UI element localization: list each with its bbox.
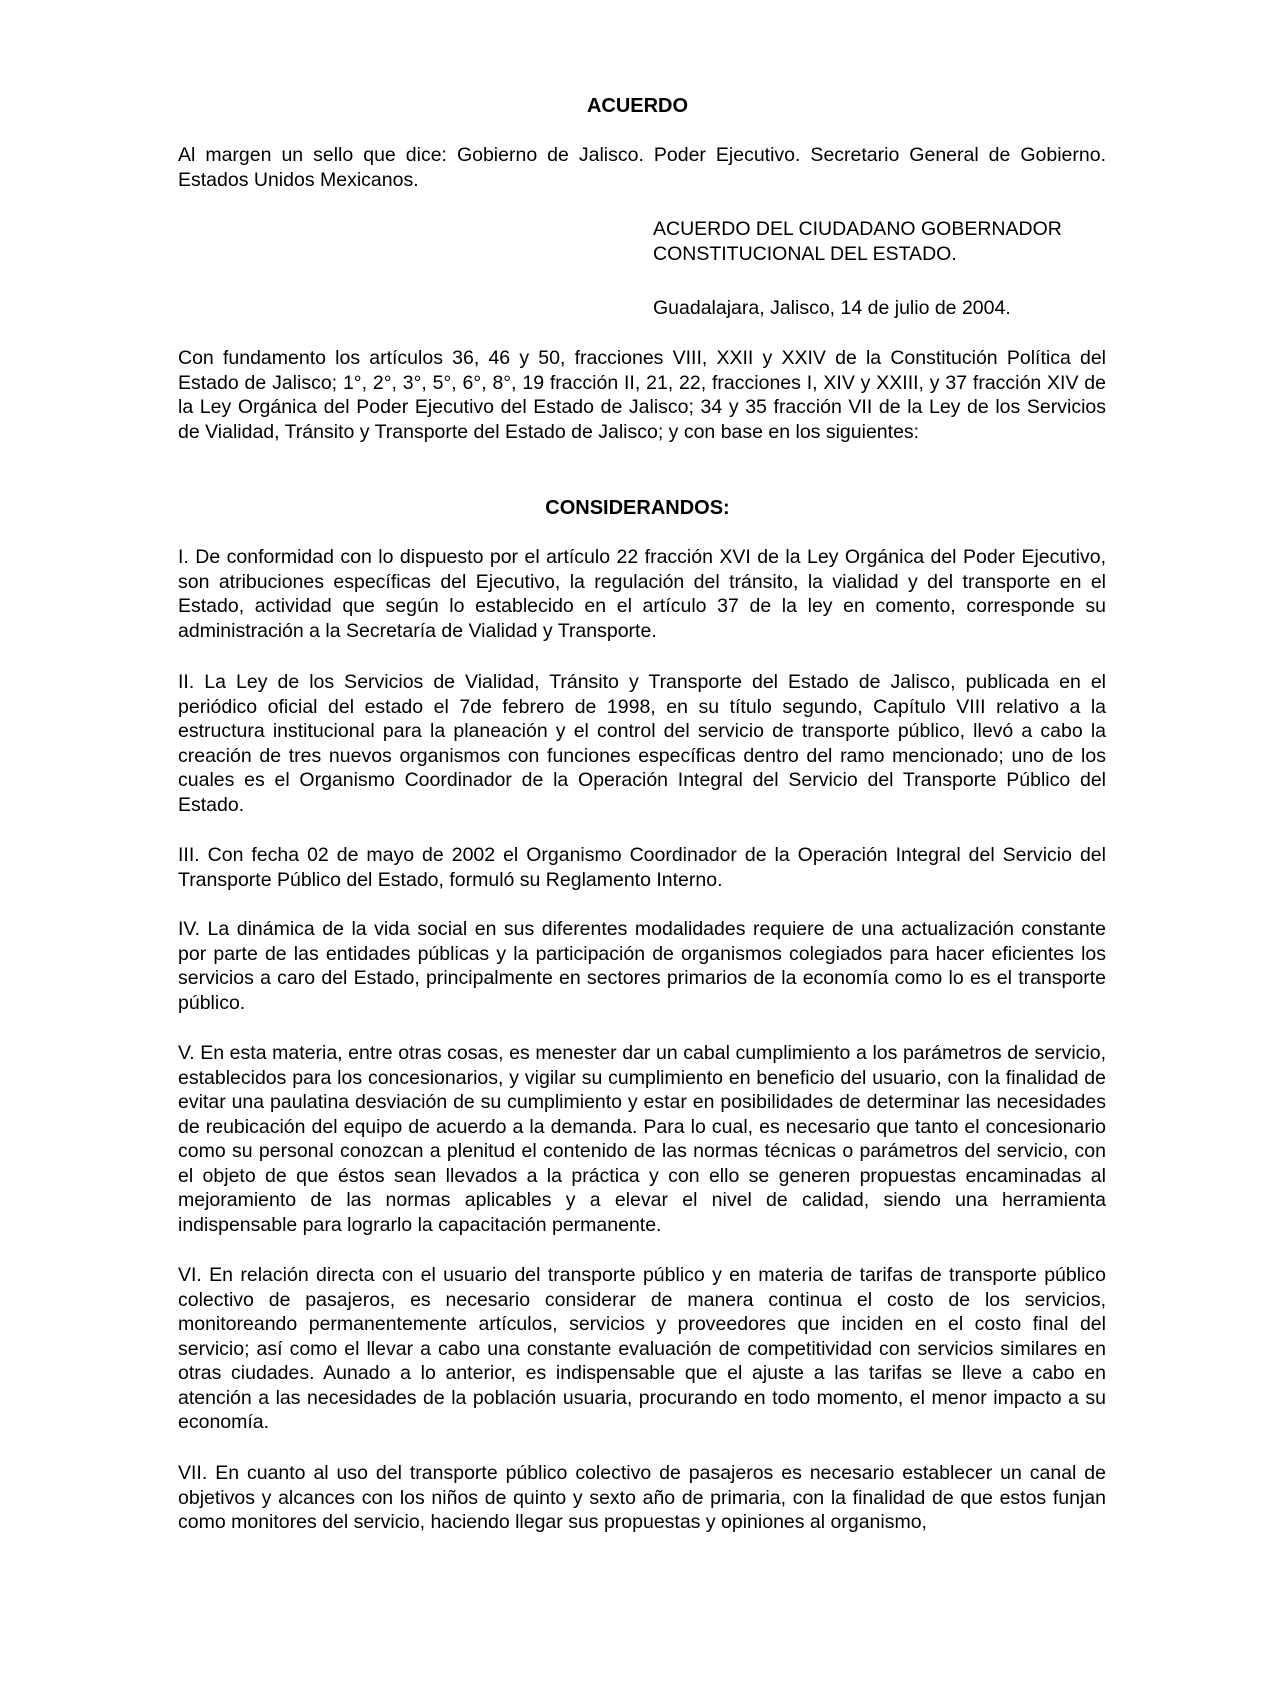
document-title: ACUERDO <box>586 95 689 117</box>
considerando-7: VII. En cuanto al uso del transporte público colectivo de pasajeros es necesario establecer un canal de objetivos y alcances con los niños de quinto y sexto año de primaria, con la finalidad de que estos funjan como monitores del servicio, haciendo llegar sus propuestas y opiniones al organismo, <box>178 1462 1106 1533</box>
considerando-2: II. La Ley de los Servicios de Vialidad, Tránsito y Transporte del Estado de Jalisco, publicada en el periódico oficial del estado el 7de febrero de 1998, en su título segundo, Capítulo VIII relativo a la estructura institucional para la planeación y el control del servicio de transporte público, llevó a cabo la creación de tres nuevos organismos con funciones específicas dentro del ramo mencionado; uno de los cuales es el Organismo Coordinador de la Operación Integral del Servicio del Transporte Público del Estado. <box>178 671 1106 816</box>
considerando-1: I. De conformidad con lo dispuesto por el artículo 22 fracción XVI de la Ley Orgánica del Poder Ejecutivo, son atribuciones específicas del Ejecutivo, la regulación del tránsito, la vialidad y del transporte en el Estado, actividad que según lo establecido en el artículo 37 de la ley en comento, corresponde su administración a la Secretaría de Vialidad y Transporte. <box>178 546 1106 642</box>
agreement-heading-line2: CONSTITUCIONAL DEL ESTADO. <box>653 242 957 265</box>
considerando-4: IV. La dinámica de la vida social en sus diferentes modalidades requiere de una actualización constante por parte de las entidades públicas y la participación de organismos colegiados para hacer eficientes los servicios a caro del Estado, principalmente en sectores primarios de la economía como lo es el transporte público. <box>178 918 1106 1014</box>
considerando-5: V. En esta materia, entre otras cosas, es menester dar un cabal cumplimiento a los parámetros de servicio, establecidos para los concesionarios, y vigilar su cumplimiento en beneficio del usuario, con la finalidad de evitar una paulatina desviación de su cumplimiento y estar en posibilidades de determinar las necesidades de reubicación del equipo de acuerdo a la demanda. Para lo cual, es necesario que tanto el concesionario como su personal conozcan a plenitud el contenido de las normas técnicas o parámetros del servicio, con el objeto de que éstos sean llevados a la práctica y con ello se generen propuestas encaminadas al mejoramiento de las normas aplicables y a elevar el nivel de calidad, siendo una herramienta indispensable para lograrlo la capacitación permanente. <box>178 1042 1106 1236</box>
foundation-paragraph: Con fundamento los artículos 36, 46 y 50, fracciones VIII, XXII y XXIV de la Constitución Política del Estado de Jalisco; 1°, 2°, 3°, 5°, 6°, 8°, 19 fracción II, 21, 22, fracciones I, XIV y XXIII, y 37 fracción XIV de la Ley Orgánica del Poder Ejecutivo del Estado de Jalisco; 34 y 35 fracción VII de la Ley de los Servicios de Vialidad, Tránsito y Transporte del Estado de Jalisco; y con base en los siguientes: <box>178 347 1106 443</box>
considerandos-title: CONSIDERANDOS: <box>545 497 730 519</box>
margin-note: Al margen un sello que dice: Gobierno de Jalisco. Poder Ejecutivo. Secretario General de Gobierno. Estados Unidos Mexicanos. <box>178 144 1106 191</box>
agreement-heading-line1: ACUERDO DEL CIUDADANO GOBERNADOR <box>653 218 1062 240</box>
considerando-3: III. Con fecha 02 de mayo de 2002 el Organismo Coordinador de la Operación Integral del Servicio del Transporte Público del Estado, formuló su Reglamento Interno. <box>178 844 1106 891</box>
place-date: Guadalajara, Jalisco, 14 de julio de 2004. <box>653 297 1011 319</box>
considerando-6: VI. En relación directa con el usuario del transporte público y en materia de tarifas de transporte público colectivo de pasajeros, es necesario considerar de manera continua el costo de los servicios, monitoreando permanentemente artículos, servicios y proveedores que inciden en el costo final del servicio; así como el llevar a cabo una constante evaluación de competitividad con servicios similares en otras ciudades. Aunado a lo anterior, es indispensable que el ajuste a las tarifas se lleve a cabo en atención a las necesidades de la población usuaria, procurando en todo momento, el menor impacto a su economía. <box>178 1264 1106 1433</box>
agreement-heading <box>653 217 1113 266</box>
